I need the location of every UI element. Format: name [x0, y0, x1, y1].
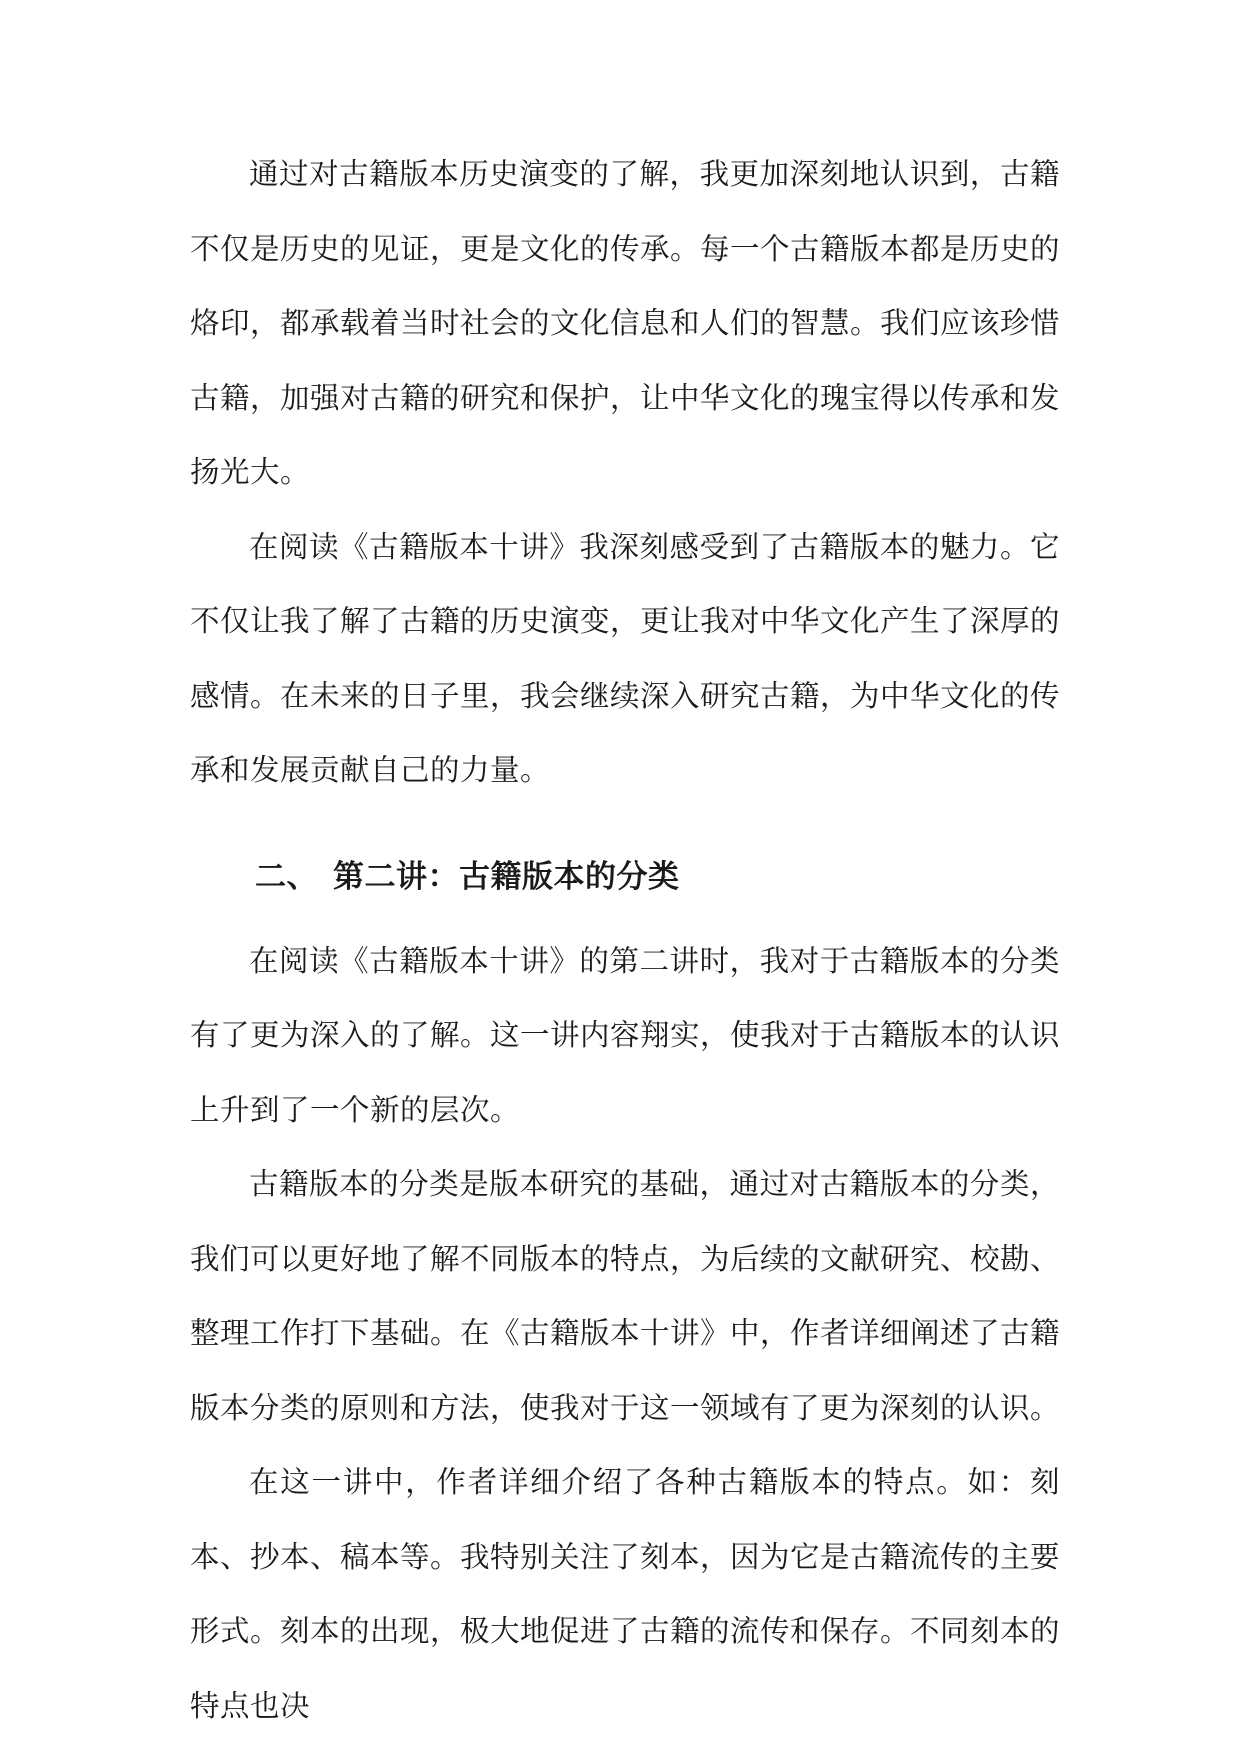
body-paragraph: 在阅读《古籍版本十讲》的第二讲时，我对于古籍版本的分类有了更为深入的了解。这一讲内容翔实，使我对于古籍版本的认识上升到了一个新的层次。	[190, 943, 1061, 1127]
body-paragraph: 在这一讲中，作者详细介绍了各种古籍版本的特点。如：刻本、抄本、稿本等。我特别关注了刻本，因为它是古籍流传的主要形式。刻本的出现，极大地促进了古籍的流传和保存。不同刻本的特点也决	[190, 1465, 1061, 1723]
section-heading	[190, 840, 1060, 914]
section-number: 二、	[255, 858, 318, 895]
section-title: 第二讲：古籍版本的分类	[333, 858, 680, 895]
document-body	[190, 137, 1060, 1743]
body-paragraph: 通过对古籍版本历史演变的了解，我更加深刻地认识到，古籍不仅是历史的见证，更是文化的传承。每一个古籍版本都是历史的烙印，都承载着当时社会的文化信息和人们的智慧。我们应该珍惜古籍，加强对古籍的研究和保护，让中华文化的瑰宝得以传承和发扬光大。	[190, 157, 1061, 489]
body-paragraph: 古籍版本的分类是版本研究的基础，通过对古籍版本的分类，我们可以更好地了解不同版本的特点，为后续的文献研究、校勘、整理工作打下基础。在《古籍版本十讲》中，作者详细阐述了古籍版本分类的原则和方法，使我对于这一领域有了更为深刻的认识。	[190, 1167, 1061, 1425]
body-paragraph: 在阅读《古籍版本十讲》我深刻感受到了古籍版本的魅力。它不仅让我了解了古籍的历史演变，更让我对中华文化产生了深厚的感情。在未来的日子里，我会继续深入研究古籍，为中华文化的传承和发展贡献自己的力量。	[190, 529, 1061, 787]
